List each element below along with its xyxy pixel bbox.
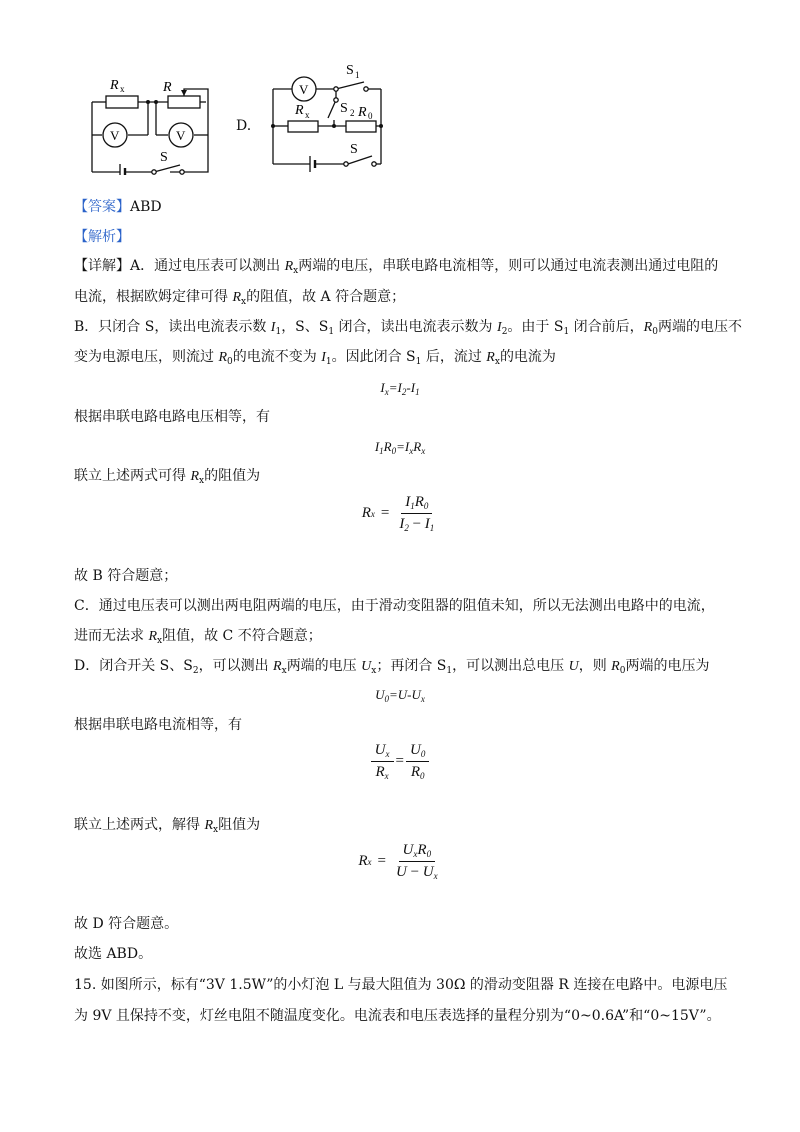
sym: R	[232, 290, 242, 305]
text: 。因此闭合 S	[331, 349, 416, 365]
sym: U	[374, 742, 386, 758]
label-v: V	[299, 82, 309, 97]
series-current-text: 根据串联电路电流相等，有	[74, 717, 242, 733]
sym: R	[361, 505, 371, 521]
numerator	[371, 742, 394, 762]
sub: 1	[410, 501, 415, 511]
label-s2: S	[340, 101, 348, 116]
text: 的电流为	[499, 349, 556, 365]
sym: U	[422, 864, 434, 880]
question15-line2: 为 9V 且保持不变，灯丝电阻不随温度变化。电流表和电压表选择的量程分别为“0~0.6A”和“0~15V”。	[74, 1008, 721, 1024]
sub: x	[370, 508, 375, 519]
detail-a-line2	[74, 287, 405, 312]
sub: 0	[384, 694, 389, 704]
label-rx-sub: x	[120, 84, 125, 94]
sub: x	[385, 749, 390, 759]
sub: 0	[227, 357, 233, 367]
fraction	[395, 494, 438, 533]
detail-b-line2	[74, 347, 556, 372]
text: 阻值为	[218, 817, 261, 833]
text: 。由于 S	[507, 319, 564, 335]
sub: 2	[404, 523, 409, 533]
sym: R	[148, 629, 158, 644]
label-v1: V	[110, 128, 120, 143]
sub: x	[293, 266, 299, 276]
text: ，可以测出	[198, 658, 274, 674]
sub: x	[367, 856, 372, 867]
sym: I	[397, 380, 402, 395]
label-r: R	[163, 80, 172, 95]
sym: U	[375, 687, 385, 702]
sub: 1	[379, 446, 384, 456]
sym: U	[568, 659, 579, 674]
label-s2-sub: 2	[350, 108, 355, 118]
sym: I	[424, 516, 430, 532]
sym: R	[383, 439, 392, 454]
text: A．通过电压表可以测出	[130, 258, 285, 274]
detail-d-line1	[74, 656, 709, 681]
op: =	[377, 853, 386, 869]
formula-u0	[0, 687, 800, 704]
sub: x	[199, 476, 205, 486]
denominator	[395, 514, 438, 533]
sym: U	[402, 842, 414, 858]
sub: 1	[429, 523, 435, 533]
sym: R	[190, 469, 200, 484]
sym: R	[273, 659, 282, 674]
sub: 2	[501, 327, 508, 337]
sym: I	[410, 380, 416, 395]
circuit-diagram-left	[84, 75, 224, 175]
sym: I	[374, 439, 380, 454]
sub: x	[433, 871, 438, 881]
text: 联立上述两式可得	[74, 468, 191, 484]
sub: 1	[325, 357, 332, 367]
op: =	[395, 753, 404, 769]
answer-line	[74, 197, 162, 217]
formula-rx-d	[0, 842, 800, 881]
circuit-diagram-right	[268, 60, 392, 175]
sym: R	[414, 494, 424, 510]
sym: R	[284, 259, 294, 274]
sub: 0	[420, 749, 426, 759]
sub: 1	[415, 387, 420, 397]
text: 两端的电压不	[657, 319, 742, 335]
text: 两端的电压为	[625, 658, 710, 674]
sym: R	[218, 350, 228, 365]
sub: 1	[415, 357, 422, 367]
denominator	[392, 862, 442, 881]
text: 电流，根据欧姆定律可得	[74, 289, 233, 305]
text: 的电流不变为	[232, 349, 322, 365]
sub: x	[241, 297, 247, 307]
sym: R	[204, 818, 214, 833]
detail-c-line2	[74, 626, 322, 651]
label-s: S	[350, 142, 358, 157]
formula-rx-b	[0, 494, 800, 533]
text: B．只闭合 S，读出电流表示数	[74, 319, 271, 335]
op: −	[410, 864, 420, 880]
sym: I	[380, 380, 385, 395]
label-s: S	[160, 150, 168, 165]
resistor-rx	[106, 96, 138, 108]
sym: R	[410, 764, 420, 780]
text: ，则	[578, 658, 612, 674]
question15-line1: 15. 如图所示，标有“3V 1.5W”的小灯泡 L 与最大阻值为 30Ω 的滑动变阻器 R 连接在电路中。电源电压	[74, 977, 728, 993]
text: 后，流过	[421, 349, 487, 365]
sym: R	[643, 320, 653, 335]
text: 联立上述两式，解得	[74, 817, 205, 833]
text: 阻值，故 C 不符合题意；	[162, 628, 322, 644]
sym: R	[358, 853, 368, 869]
sym: I	[270, 320, 276, 335]
text: 闭合前后，	[569, 319, 644, 335]
label-rx: R	[295, 103, 304, 118]
text: D．闭合开关 S、S	[74, 658, 193, 674]
sym: R	[611, 659, 620, 674]
label-rx-sub: x	[305, 110, 310, 120]
numerator	[406, 742, 429, 762]
label-rx: R	[110, 78, 119, 93]
sym: R	[417, 842, 427, 858]
fraction-left	[371, 742, 394, 781]
op: =	[396, 439, 405, 454]
sub: x	[157, 636, 163, 646]
sym: U	[397, 687, 408, 702]
detail-c-line1: C．通过电压表可以测出两电阻两端的电压，由于滑动变阻器的阻值未知，所以无法测出电路中的电流，	[74, 598, 715, 614]
sub: 0	[426, 849, 432, 859]
denominator	[372, 762, 393, 781]
sub: 0	[652, 327, 658, 337]
label-r0-sub: 0	[368, 111, 373, 121]
sub: x	[213, 825, 219, 835]
text: ；再闭合 S	[376, 658, 447, 674]
resistor-r0	[346, 121, 376, 132]
detail-label: 【详解】	[74, 258, 130, 274]
sub: 2	[192, 666, 199, 676]
sub: x	[409, 446, 414, 456]
sub: 2	[401, 387, 407, 397]
detail-a-line1	[74, 256, 718, 281]
sub: x	[384, 771, 389, 781]
rheostat-r	[168, 96, 200, 108]
sym: U	[409, 742, 421, 758]
text: 的阻值为	[204, 468, 261, 484]
fraction	[392, 842, 442, 881]
sub: 1	[563, 327, 570, 337]
sub: x	[371, 666, 377, 676]
formula-ratio	[0, 742, 800, 781]
formula-ix	[0, 380, 800, 397]
sym: R	[375, 764, 385, 780]
sym: I	[497, 320, 502, 335]
series-voltage-text: 根据串联电路电路电压相等，有	[74, 409, 270, 425]
sub: x	[421, 446, 426, 456]
label-s1: S	[346, 63, 354, 78]
text: 两端的电压，串联电路电流相等，则可以通过电流表测出通过电阻的	[298, 258, 719, 274]
sym: R	[413, 439, 422, 454]
final-choice: 故选 ABD。	[74, 946, 153, 962]
op: -	[406, 380, 411, 395]
text: 的阻值，故 A 符合题意；	[246, 289, 406, 305]
sym: I	[399, 516, 405, 532]
combine-text-d	[74, 815, 260, 840]
op: -	[407, 687, 412, 702]
sub: 1	[275, 327, 282, 337]
numerator	[399, 842, 436, 862]
sym: U	[395, 864, 407, 880]
op: −	[412, 516, 422, 532]
analysis-label: 【解析】	[74, 229, 130, 245]
op: =	[380, 505, 390, 521]
op: =	[388, 687, 398, 702]
text: 两端的电压	[286, 658, 362, 674]
combine-text-b	[74, 466, 260, 491]
label-s1-sub: 1	[355, 70, 360, 80]
text: 变为电源电压，则流过	[74, 349, 219, 365]
sub: x	[413, 849, 418, 859]
resistor-rx	[288, 121, 318, 132]
sub: 1	[328, 327, 335, 337]
sub: x	[384, 387, 389, 397]
answer-label: 【答案】	[74, 199, 130, 215]
detail-b-line1	[74, 317, 742, 342]
sym: I	[321, 350, 326, 365]
text: ，可以测出总电压	[452, 658, 569, 674]
sym: I	[404, 439, 410, 454]
sub: x	[494, 357, 500, 367]
sym: U	[361, 659, 372, 674]
sub: 1	[446, 666, 453, 676]
sub: 0	[419, 771, 425, 781]
sub: 0	[423, 501, 429, 511]
sym: U	[411, 687, 421, 702]
text: 闭合，读出电流表示数为	[334, 319, 498, 335]
sub: 0	[391, 446, 397, 456]
text: ，S、S	[281, 319, 329, 335]
b-conclusion: 故 B 符合题意；	[74, 568, 178, 584]
numerator	[401, 494, 432, 514]
denominator	[407, 762, 429, 781]
fraction-right	[406, 742, 429, 781]
label-v2: V	[176, 128, 186, 143]
d-conclusion: 故 D 符合题意。	[74, 916, 179, 932]
sub: x	[281, 666, 287, 676]
formula-i1r0	[0, 439, 800, 456]
sym: R	[486, 350, 495, 365]
sub: 0	[619, 666, 626, 676]
answer-value: ABD	[130, 199, 162, 215]
label-r0: R	[358, 105, 367, 120]
sub: x	[420, 694, 425, 704]
op: =	[388, 380, 398, 395]
text: 进而无法求	[74, 628, 149, 644]
option-d-letter: D.	[236, 118, 252, 134]
sym: I	[405, 494, 411, 510]
